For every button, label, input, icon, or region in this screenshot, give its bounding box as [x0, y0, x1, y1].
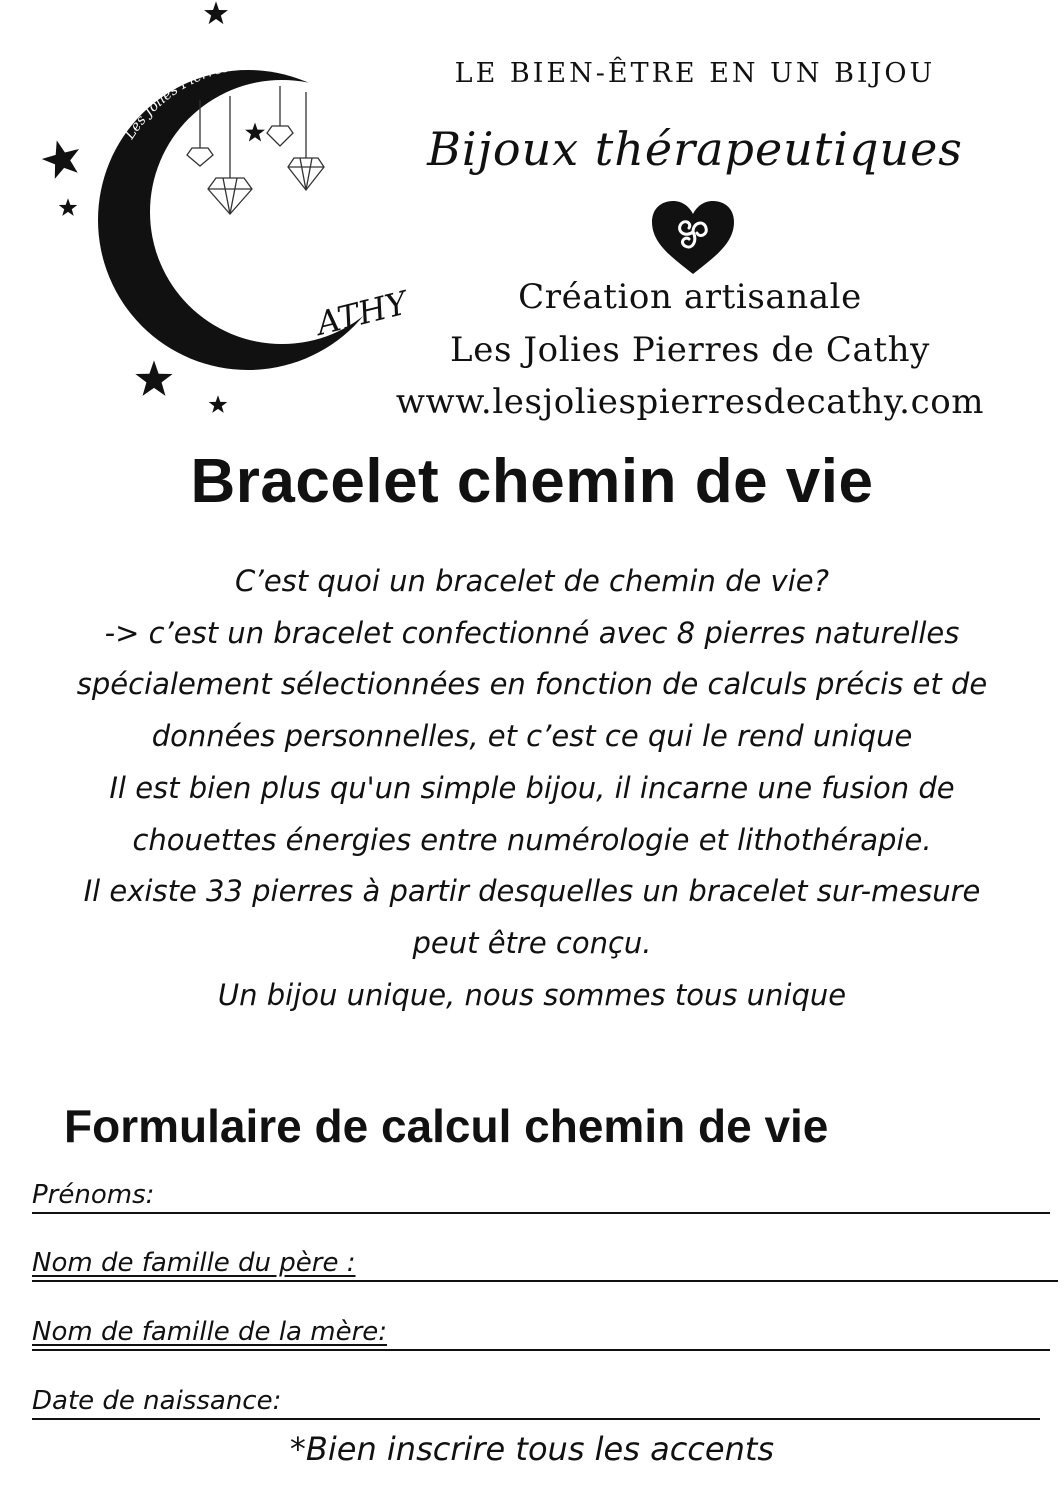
father-surname-field — [32, 1240, 1058, 1282]
description-line: peut être conçu. — [412, 925, 652, 960]
description-line: C’est quoi un bracelet de chemin de vie? — [235, 564, 829, 598]
description-line: Un bijou unique, nous sommes tous unique — [217, 977, 847, 1012]
description-line: chouettes énergies entre numérologie et lithothérapie. — [132, 822, 932, 857]
father-surname-label: Nom de famille du père : — [32, 1248, 356, 1278]
triskele-heart-icon — [648, 198, 738, 278]
logo-arc-text: Les Jolies Pierres de — [121, 56, 252, 143]
father-surname-input[interactable] — [356, 1244, 1058, 1280]
description-line: spécialement sélectionnées en fonction de calculs précis et de — [76, 667, 988, 702]
description — [20, 556, 1044, 1021]
description-line: Il existe 33 pierres à partir desquelles un bracelet sur-mesure — [83, 874, 981, 909]
form-title: Formulaire de calcul chemin de vie — [64, 1100, 829, 1152]
mother-surname-field — [32, 1309, 1050, 1351]
brand-line-name: Les Jolies Pierres de Cathy — [450, 330, 930, 370]
first-names-input[interactable] — [154, 1176, 1050, 1212]
brand-line-website[interactable]: www.lesjoliespierresdecathy.com — [395, 382, 985, 422]
description-line: Il est bien plus qu'un simple bijou, il incarne une fusion de — [109, 770, 955, 805]
birth-date-input[interactable] — [281, 1382, 1040, 1418]
tagline: LE BIEN-ÊTRE EN UN BIJOU — [454, 58, 936, 89]
brand-line-creation: Création artisanale — [518, 277, 862, 317]
birth-date-label: Date de naissance: — [32, 1386, 282, 1416]
first-names-field — [32, 1172, 1050, 1214]
description-line: -> c’est un bracelet confectionné avec 8 pierres naturelles — [104, 615, 960, 650]
mother-surname-input[interactable] — [387, 1313, 1050, 1349]
page-title: Bracelet chemin de vie — [190, 447, 874, 516]
first-names-label: Prénoms: — [32, 1180, 155, 1210]
accents-footnote: *Bien inscrire tous les accents — [289, 1430, 775, 1468]
logo-signature: ATHY — [312, 283, 411, 343]
birth-date-field — [32, 1378, 1040, 1420]
script-title: Bijoux thérapeutiques — [427, 122, 963, 176]
mother-surname-label: Nom de famille de la mère: — [32, 1317, 388, 1347]
description-line: données personnelles, et c’est ce qui le rend unique — [151, 719, 913, 754]
